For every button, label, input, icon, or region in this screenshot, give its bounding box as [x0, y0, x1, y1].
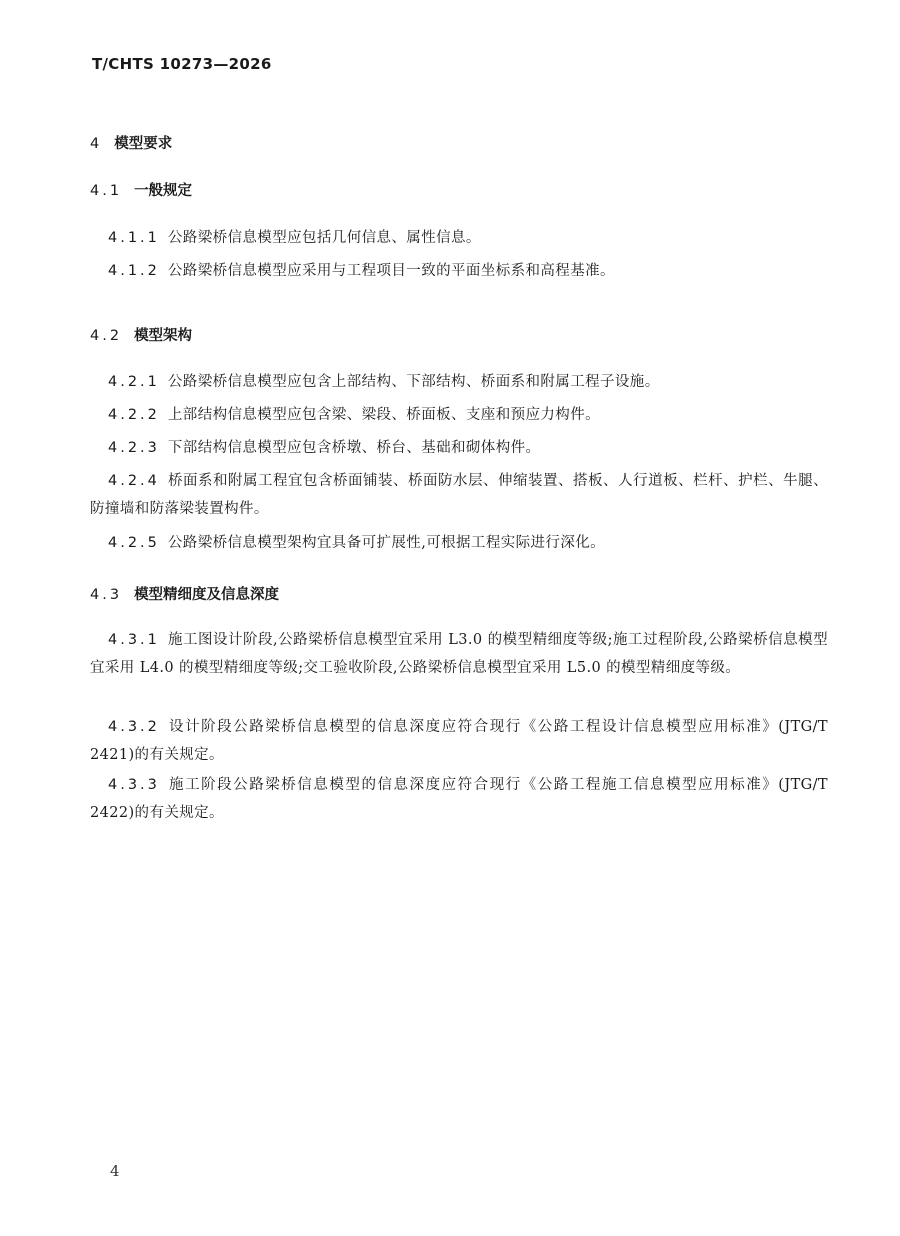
chapter-title: 模型要求 [114, 136, 173, 152]
clause-text: 施工图设计阶段,公路梁桥信息模型宜采用 L3.0 的模型精细度等级;施工过程阶段,公路梁桥信息模型宜采用 L4.0 的模型精细度等级;交工验收阶段,公路梁桥信息模型宜采用 L5.0 的模型精细度等级。 [90, 632, 828, 676]
clause-number: 4.1.2 [108, 263, 160, 279]
chapter-number: 4 [90, 136, 103, 152]
clause-number: 4.1.1 [108, 230, 160, 246]
section-title: 一般规定 [134, 183, 193, 199]
clause-paragraph [90, 369, 828, 397]
clause-number: 4.3.2 [108, 719, 160, 735]
section-heading [90, 583, 279, 604]
section-heading [90, 179, 192, 200]
clause-number: 4.2.5 [108, 535, 160, 551]
standard-code: T/CHTS 10273—2026 [92, 55, 272, 73]
clause-text: 公路梁桥信息模型架构宜具备可扩展性,可根据工程实际进行深化。 [167, 535, 606, 551]
clause-number: 4.2.2 [108, 407, 160, 423]
section-heading [90, 324, 192, 345]
section-number: 4.2 [90, 328, 123, 344]
clause-paragraph [90, 714, 828, 769]
section-title: 模型架构 [134, 328, 193, 344]
clause-number: 4.2.1 [108, 374, 160, 390]
page-number: 4 [110, 1162, 120, 1180]
clause-number: 4.2.4 [108, 473, 160, 489]
clause-number: 4.3.1 [108, 632, 160, 648]
section-title: 模型精细度及信息深度 [134, 587, 280, 603]
clause-text: 下部结构信息模型应包含桥墩、桥台、基础和砌体构件。 [167, 440, 541, 456]
clause-number: 4.3.3 [108, 777, 160, 793]
clause-paragraph [90, 468, 828, 523]
clause-paragraph [90, 627, 828, 682]
clause-text: 公路梁桥信息模型应采用与工程项目一致的平面坐标系和高程基准。 [167, 263, 615, 279]
clause-paragraph [90, 772, 828, 827]
chapter-heading [90, 132, 172, 153]
clause-paragraph [90, 435, 828, 463]
clause-paragraph [90, 225, 828, 253]
clause-text: 上部结构信息模型应包含梁、梁段、桥面板、支座和预应力构件。 [167, 407, 601, 423]
clause-text: 公路梁桥信息模型应包括几何信息、属性信息。 [167, 230, 481, 246]
clause-text: 设计阶段公路梁桥信息模型的信息深度应符合现行《公路工程设计信息模型应用标准》(JTG/T 2421)的有关规定。 [90, 719, 828, 763]
clause-text: 施工阶段公路梁桥信息模型的信息深度应符合现行《公路工程施工信息模型应用标准》(JTG/T 2422)的有关规定。 [90, 777, 828, 821]
clause-paragraph [90, 402, 828, 430]
clause-paragraph [90, 530, 828, 558]
clause-number: 4.2.3 [108, 440, 160, 456]
section-number: 4.1 [90, 183, 123, 199]
clause-paragraph [90, 258, 828, 286]
clause-text: 公路梁桥信息模型应包含上部结构、下部结构、桥面系和附属工程子设施。 [167, 374, 660, 390]
clause-text: 桥面系和附属工程宜包含桥面铺装、桥面防水层、伸缩装置、搭板、人行道板、栏杆、护栏、牛腿、防撞墙和防落梁装置构件。 [90, 473, 828, 517]
section-number: 4.3 [90, 587, 123, 603]
